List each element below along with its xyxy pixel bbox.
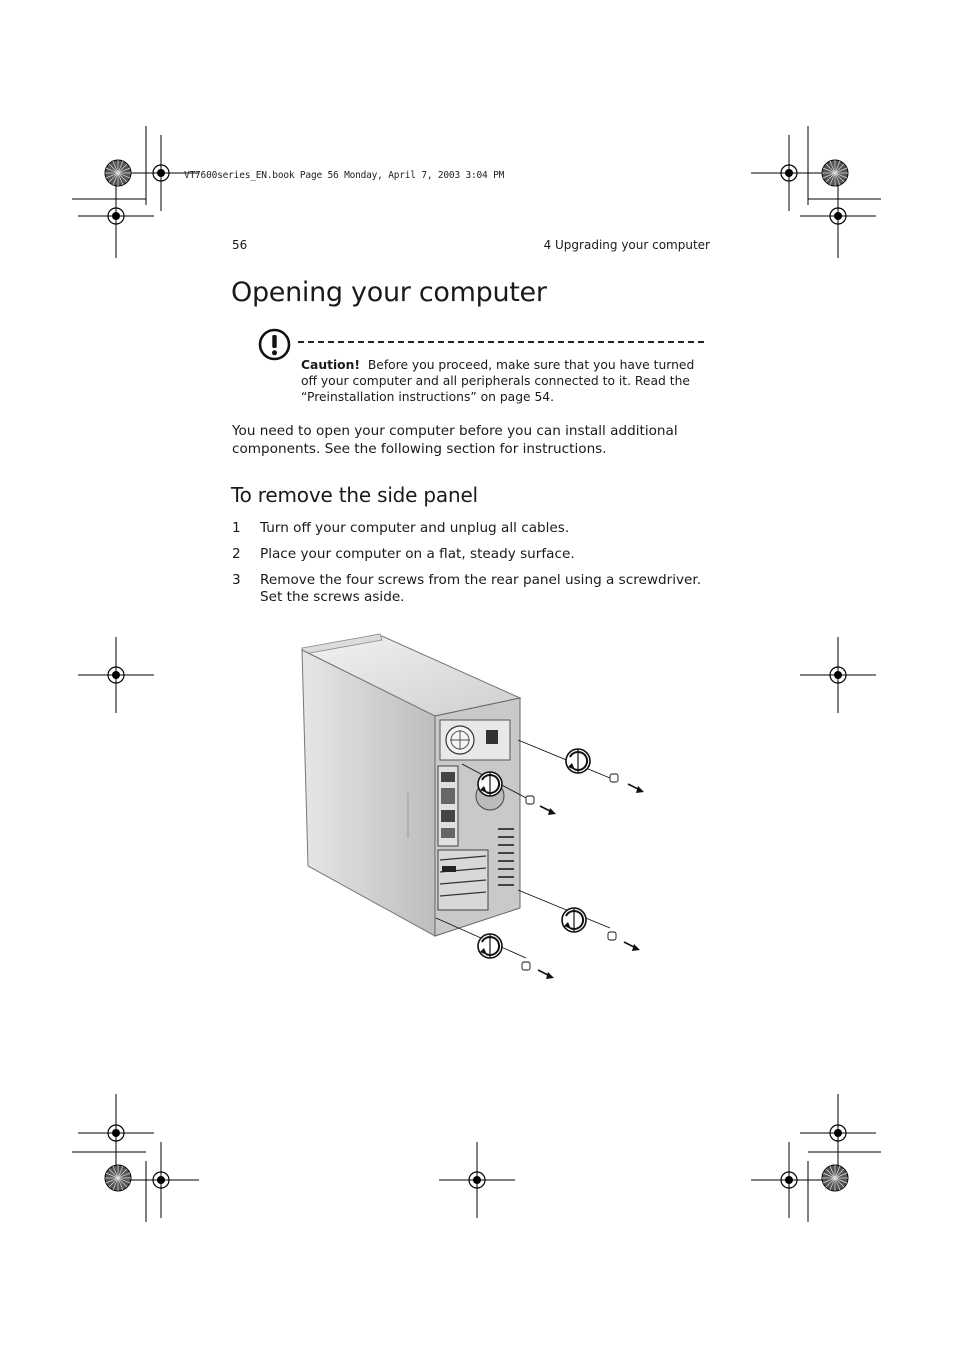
step-text: Remove the four screws from the rear panel using a screwdriver. Set the screws aside.: [260, 572, 702, 605]
intro-paragraph: You need to open your computer before you can install additional components. See the following section for instructions.: [232, 423, 678, 457]
step-number: 2: [232, 546, 241, 562]
caution-text: Before you proceed, make sure that you have turned off your computer and all peripherals connected to it. Read the “Preinstallation instructions” on page 54.: [301, 358, 695, 404]
section-heading: To remove the side panel: [231, 483, 478, 507]
caution-label: Caution!: [301, 358, 360, 372]
steps-list: [232, 520, 712, 615]
list-item: [232, 546, 712, 563]
step-number: 1: [232, 520, 241, 536]
caution-divider: [298, 341, 704, 343]
step-number: 3: [232, 572, 241, 588]
page-number: 56: [232, 238, 248, 252]
step-text: Place your computer on a flat, steady surface.: [260, 546, 575, 562]
caution-note: [301, 357, 711, 405]
step-text: Turn off your computer and unplug all cables.: [260, 520, 570, 536]
list-item: [232, 572, 712, 606]
page-title: Opening your computer: [231, 277, 547, 308]
caution-icon: [258, 328, 291, 361]
list-item: [232, 520, 712, 537]
running-header: 4 Upgrading your computer: [543, 238, 710, 252]
print-slug: VT7600series_EN.book Page 56 Monday, April 7, 2003 3:04 PM: [184, 170, 505, 181]
computer-tower-illustration: [290, 628, 660, 988]
